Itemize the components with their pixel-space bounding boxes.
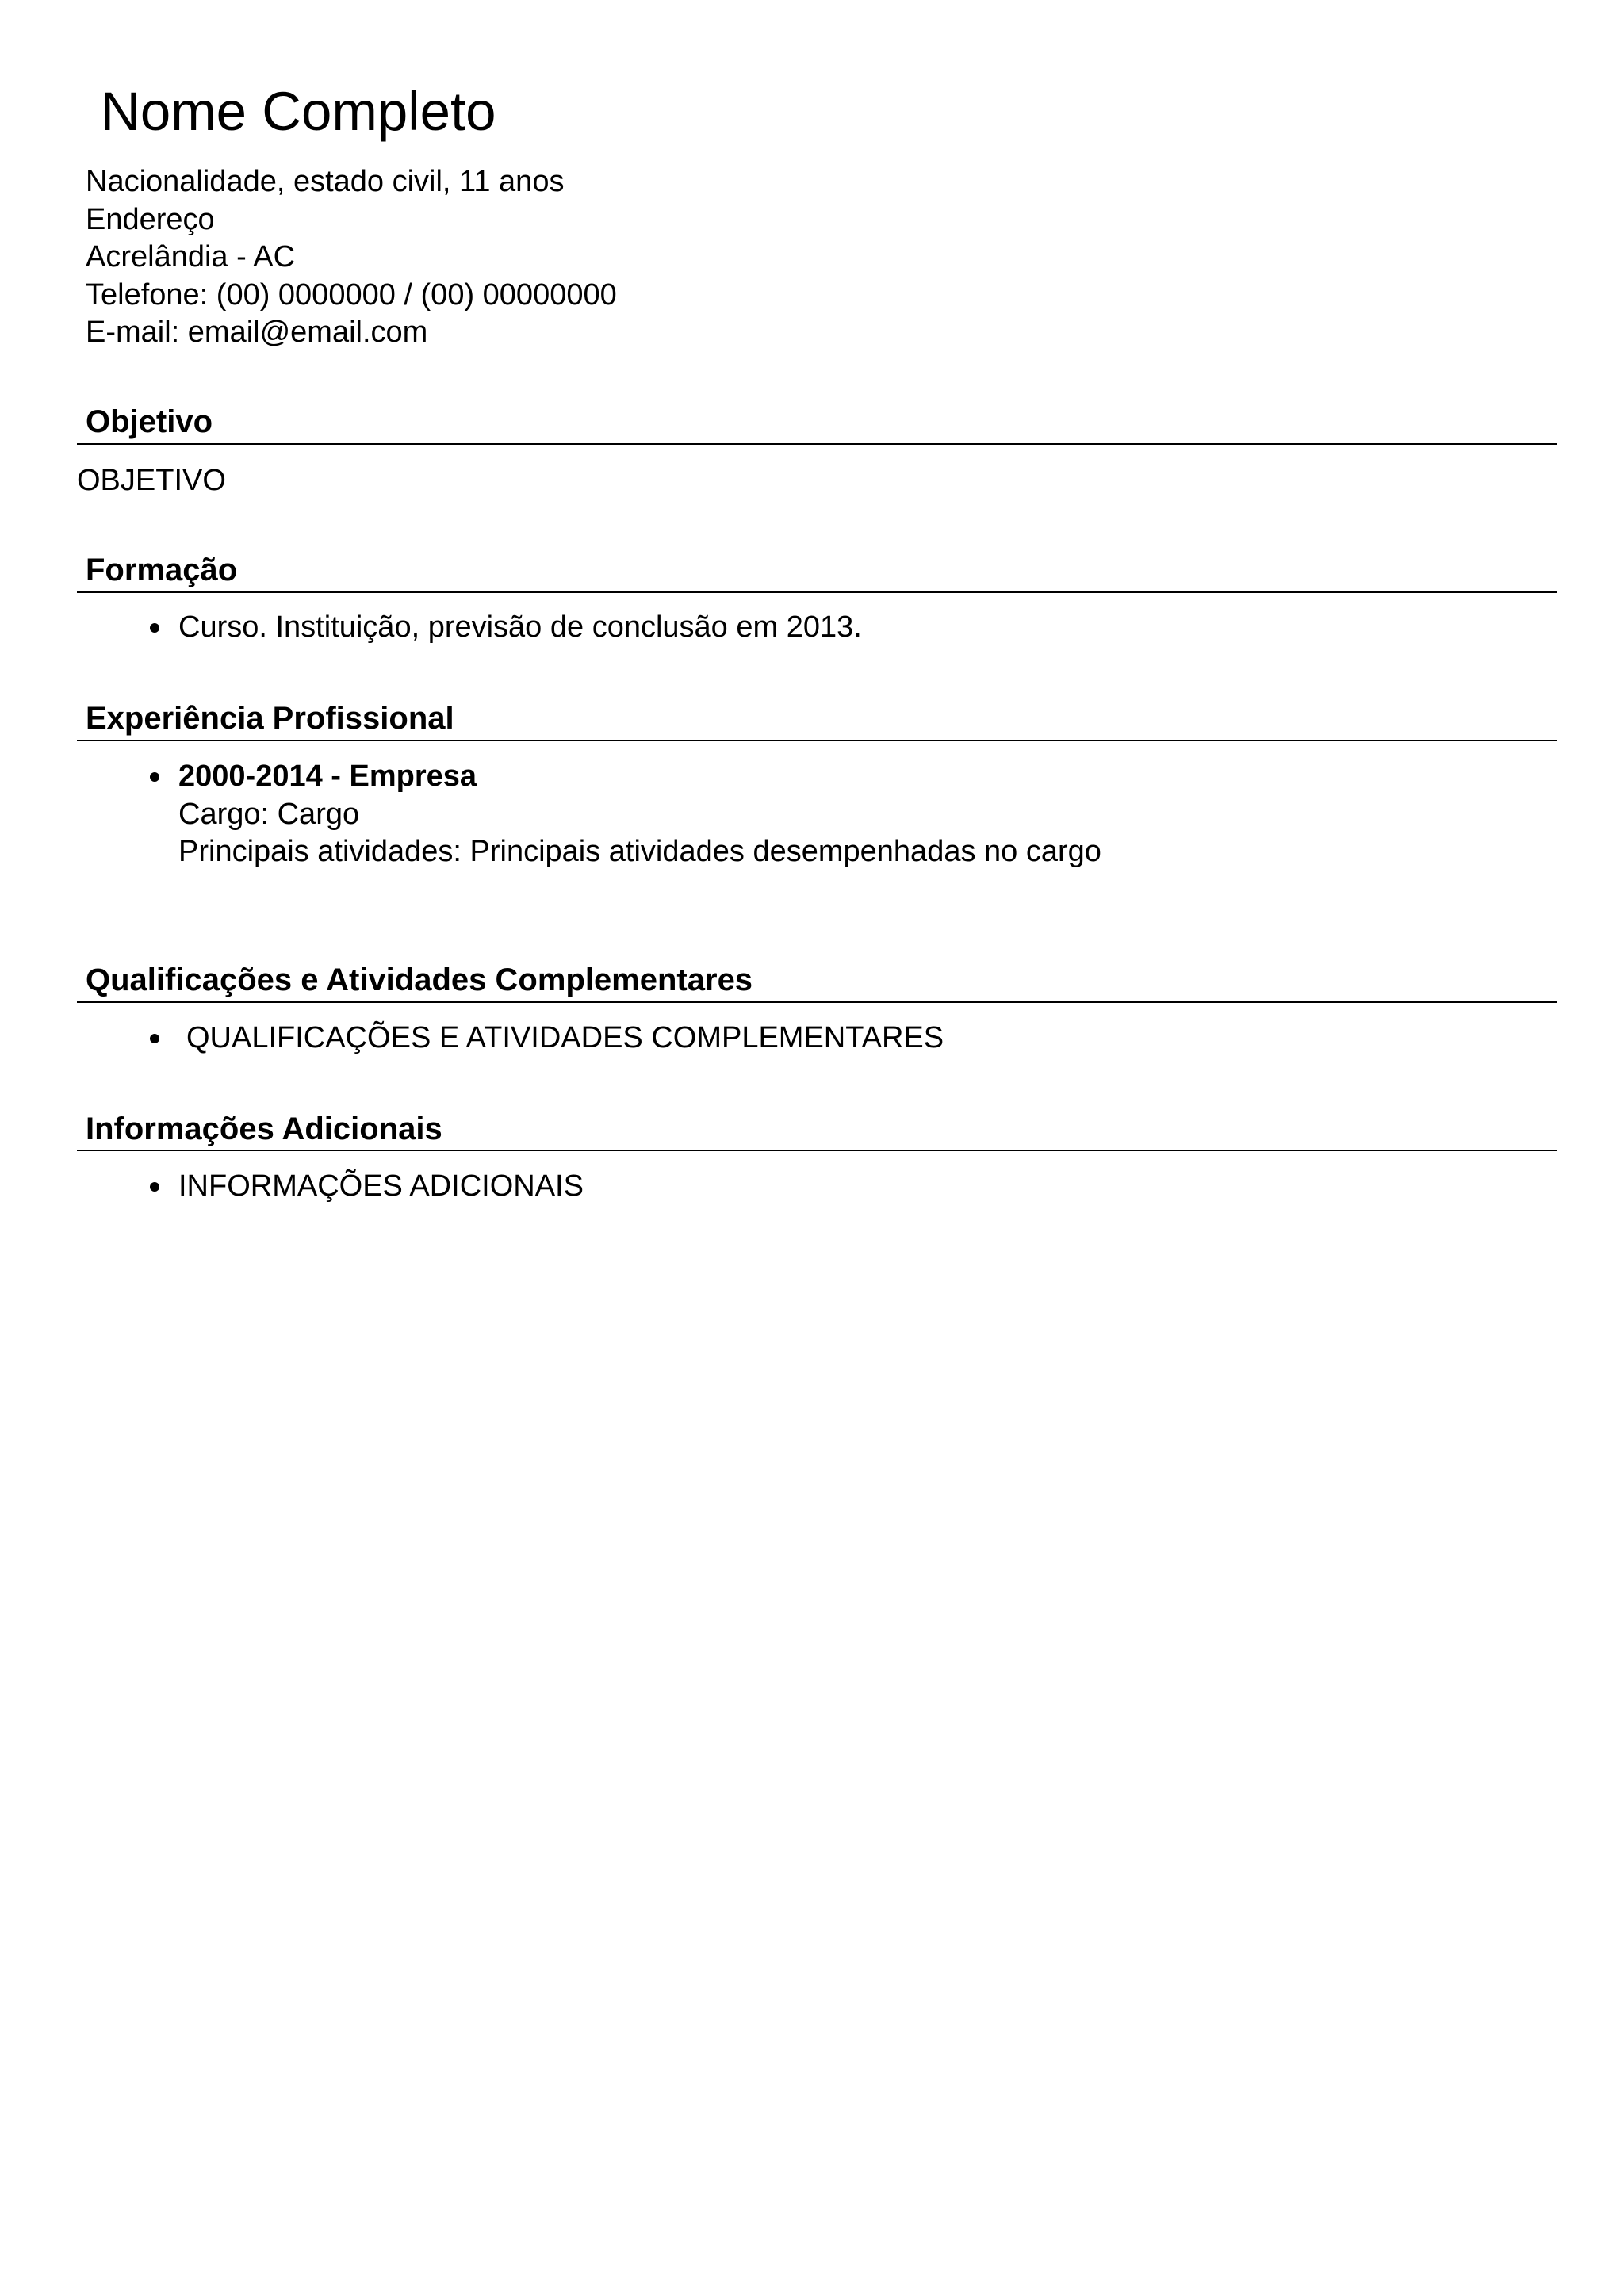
phone: Telefone: (00) 0000000 / (00) 00000000 [86,277,617,312]
section-title-qualificacoes: Qualificações e Atividades Complementares [86,962,753,997]
bullet-icon [150,1182,159,1192]
email: E-mail: email@email.com [86,316,428,349]
city-state: Acrelândia - AC [86,240,296,274]
experiencia-item [178,758,1101,871]
contact-block [86,163,617,352]
experiencia-cargo: Cargo: Cargo [178,797,360,831]
bullet-icon [150,1034,159,1043]
section-title-informacoes: Informações Adicionais [86,1112,442,1146]
section-title-formacao: Formação [86,553,238,587]
bullet-icon [150,772,159,782]
objetivo-text: OBJETIVO [77,464,226,497]
experiencia-atividades: Principais atividades: Principais atividades desempenhadas no cargo [178,835,1101,868]
personal-info: Nacionalidade, estado civil, 11 anos [86,165,565,198]
section-divider [77,1001,1557,1003]
section-divider [77,740,1557,741]
informacoes-item: INFORMAÇÕES ADICIONAIS [178,1169,584,1203]
bullet-icon [150,623,159,633]
section-title-objetivo: Objetivo [86,404,213,439]
address: Endereço [86,202,215,236]
section-divider [77,591,1557,593]
section-title-experiencia: Experiência Profissional [86,701,454,736]
full-name: Nome Completo [101,81,496,142]
section-divider [77,1150,1557,1151]
formacao-item: Curso. Instituição, previsão de conclusão em 2013. [178,610,862,644]
experiencia-heading: 2000-2014 - Empresa [178,760,477,793]
qualificacoes-item: QUALIFICAÇÕES E ATIVIDADES COMPLEMENTARES [186,1021,944,1054]
section-divider [77,443,1557,445]
